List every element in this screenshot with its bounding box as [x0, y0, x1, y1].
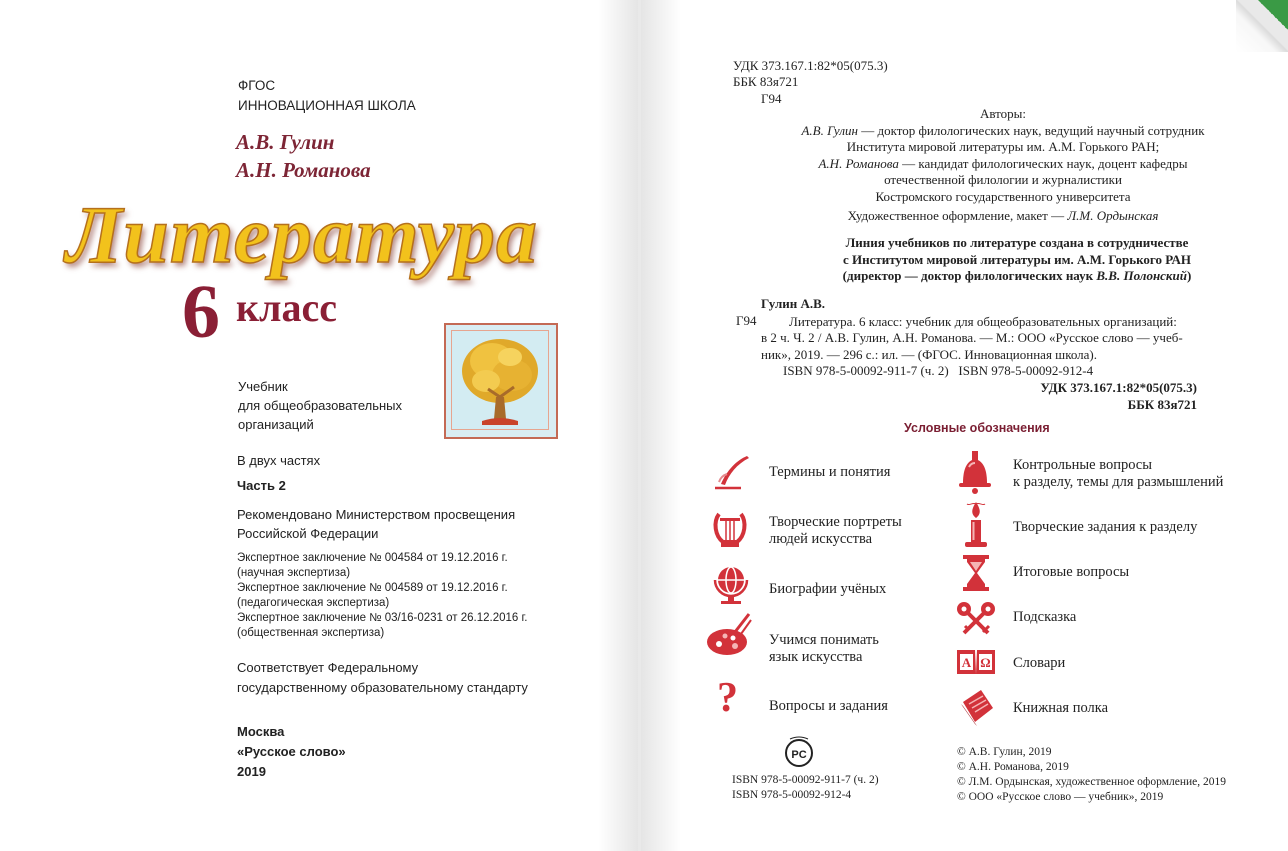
dictionary-icon: [955, 646, 997, 678]
legend-label-terms: Термины и понятия: [769, 464, 891, 480]
svg-text:Ω: Ω: [980, 655, 991, 670]
grade-word: класс: [236, 285, 337, 330]
certification-mark-icon: [782, 735, 816, 769]
standard-note: Соответствует Федеральному государственному образовательному стандарту: [237, 660, 528, 695]
legend-label-bookshelf: Книжная полка: [1013, 700, 1109, 716]
biblio-code: Г94: [736, 313, 757, 328]
legend-label-questions: Вопросы и задания: [769, 698, 888, 714]
legend-label-control-questions: Контрольные вопросы к разделу, темы для размышлений: [1013, 457, 1224, 490]
biblio-record: Литература. 6 класс: учебник для общеобразовательных организаций: в 2 ч. Ч. 2 / А.В. Гулин, А.Н. Романова. — М.: ООО «Русское слово — учеб- ник», 2019. — 296 с.: ил. — (ФГОС. Инновационная школа). ISBN 978-5-00092-911-7 (ч. 2) ISBN 978-5-00092-912-4: [761, 313, 1183, 378]
book-icon: [957, 688, 997, 728]
series-label: ФГОС ИННОВАЦИОННАЯ ШКОЛА: [238, 78, 416, 113]
legend-label-final-questions: Итоговые вопросы: [1013, 564, 1130, 580]
svg-text:A: A: [961, 655, 972, 670]
isbn-block: ISBN 978-5-00092-911-7 (ч. 2) ISBN 978-5-00092-912-4: [732, 774, 879, 801]
legend-label-creative-tasks: Творческие задания к разделу: [1013, 519, 1198, 535]
bbk-bottom: ББК 83я721: [1127, 397, 1197, 412]
bbk-top: ББК 83я721: [733, 74, 799, 89]
question-icon: ?: [717, 675, 738, 721]
udk-bottom: УДК 373.167.1:82*05(075.3): [1040, 380, 1197, 395]
legend-label-art-language: Учимся понимать язык искусства: [769, 632, 879, 665]
left-page: [0, 0, 638, 851]
globe-icon: [709, 562, 753, 606]
book-description: Учебник для общеобразовательных организаций: [238, 379, 403, 432]
parts-label: В двух частях: [237, 453, 321, 468]
author-2: А.Н. Романова: [236, 158, 371, 182]
udk-top: УДК 373.167.1:82*05(075.3): [733, 58, 888, 73]
imprint: Москва «Русское слово» 2019: [237, 724, 346, 779]
page-corner-fold[interactable]: [1236, 0, 1288, 52]
tree-icon: [452, 331, 548, 429]
series-line-block: Линия учебников по литературе создана в сотрудничестве с Институтом мировой литературы им. А.М. Горького РАН (директор — доктор филологических наук В.В. Полонский): [842, 235, 1192, 283]
lyre-icon: [711, 508, 749, 550]
expertise-list: Экспертное заключение № 004584 от 19.12.2016 г. (научная экспертиза) Экспертное заключение № 004589 от 19.12.2016 г. (педагогическая экспертиза) Экспертное заключение № 03/16-0231 от 26.12.2016 г. (общественная экспертиза): [237, 552, 528, 639]
legend-label-dictionaries: Словари: [1013, 655, 1066, 671]
recommendation: Рекомендовано Министерством просвещения Российской Федерации: [237, 507, 516, 541]
tree-illustration: [444, 323, 558, 439]
svg-text:PC: PC: [791, 749, 807, 761]
grade-number: 6: [182, 270, 220, 354]
code-top: Г94: [761, 91, 782, 106]
quill-icon: [711, 452, 753, 492]
legend-title: Условные обозначения: [904, 421, 1050, 435]
author-1: А.В. Гулин: [236, 130, 335, 154]
part-label: Часть 2: [237, 478, 286, 493]
authors-block: Авторы: А.В. Гулин — доктор филологических наук, ведущий научный сотрудник Института мировой литературы им. А.М. Горького РАН; А.Н. Романова — кандидат филологических наук, доцент кафедры отечественной филологии и журналистики Костромского государственного университета Художественное оформление, макет — Л.М. Ордынская: [801, 106, 1205, 223]
biblio-author: Гулин А.В.: [761, 296, 826, 311]
copyright-block: © А.В. Гулин, 2019 © А.Н. Романова, 2019 © Л.М. Ордынская, художественное оформление, 2019 © ООО «Русское слово — учебник», 2019: [957, 746, 1226, 803]
bell-icon: [957, 449, 993, 495]
legend-label-hint: Подсказка: [1013, 609, 1077, 625]
legend-label-portraits: Творческие портреты людей искусства: [769, 514, 902, 547]
hourglass-icon: [961, 554, 991, 592]
book-title: Литература: [66, 189, 539, 280]
legend-label-biographies: Биографии учёных: [769, 581, 887, 597]
palette-icon: [705, 612, 753, 660]
keys-icon: [955, 600, 997, 636]
candle-icon: [959, 500, 993, 552]
right-page: [641, 0, 1288, 851]
